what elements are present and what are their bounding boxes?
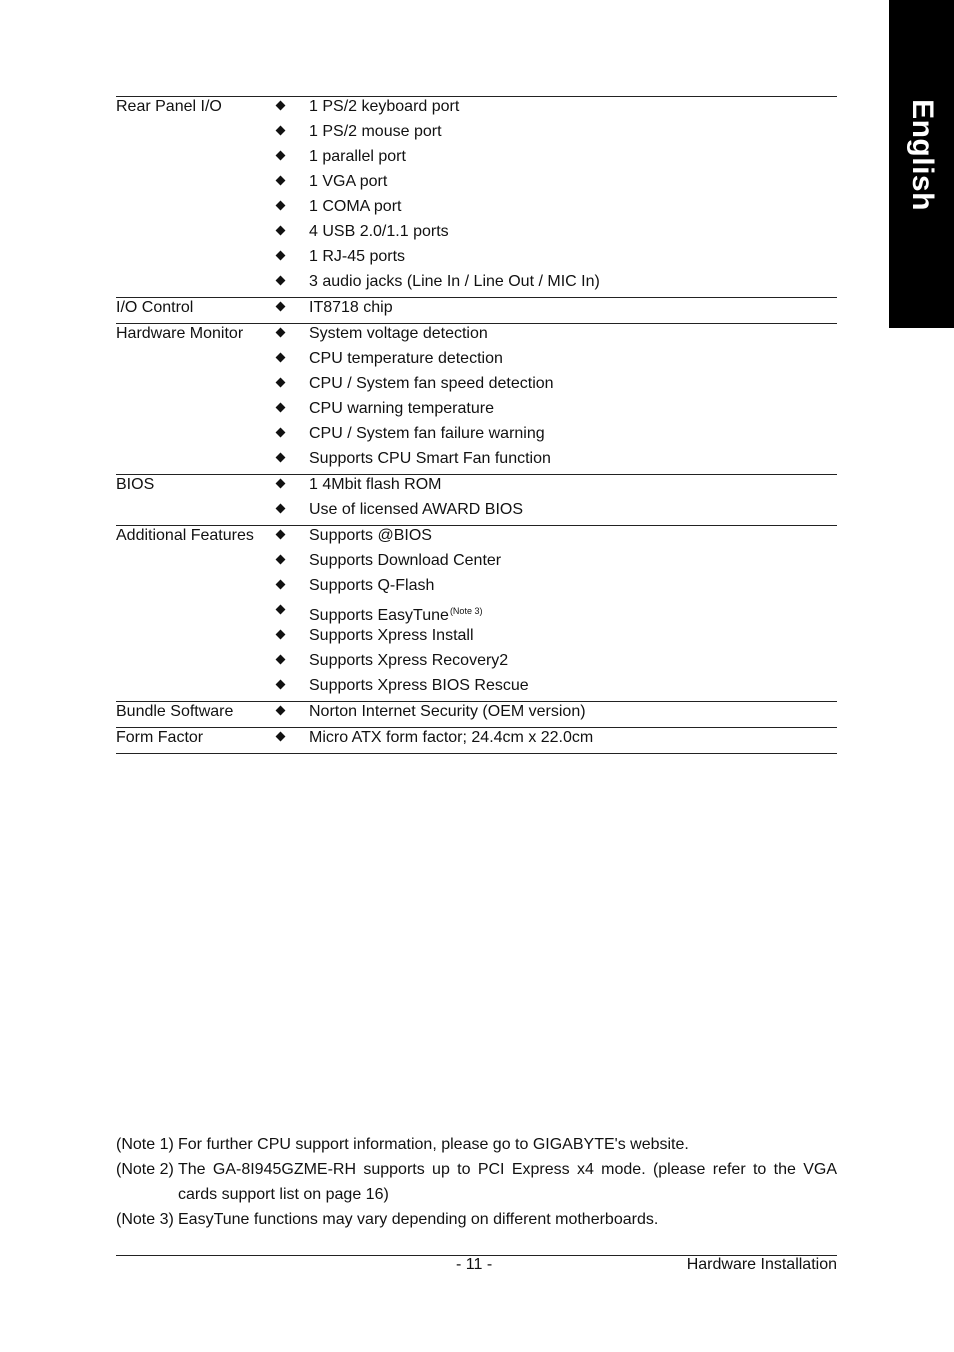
footnote-text: The GA-8I945GZME-RH supports up to PCI Express x4 mode. (please refer to the VGA cards support list on page 16) <box>178 1161 837 1203</box>
page-number: - 11 - <box>456 1256 493 1273</box>
spec-row <box>116 526 837 551</box>
spec-value: Supports Xpress Install <box>309 627 474 644</box>
footnote-text: EasyTune functions may vary depending on different motherboards. <box>178 1211 659 1228</box>
spec-value: Use of licensed AWARD BIOS <box>309 501 523 518</box>
note-reference: (Note 3) <box>449 606 483 616</box>
spec-row <box>116 626 837 651</box>
spec-value: 1 PS/2 mouse port <box>309 123 442 140</box>
spec-table <box>116 96 837 754</box>
diamond-bullet-icon <box>276 276 286 286</box>
footnote-text: For further CPU support information, please go to GIGABYTE's website. <box>178 1136 689 1153</box>
spec-value: CPU temperature detection <box>309 350 503 367</box>
diamond-bullet-icon <box>276 176 286 186</box>
spec-value: 1 RJ-45 ports <box>309 248 406 265</box>
spec-row <box>116 424 837 449</box>
diamond-bullet-icon <box>276 251 286 261</box>
spec-label: Bundle Software <box>116 703 234 720</box>
spec-value: Supports Xpress BIOS Rescue <box>309 677 529 694</box>
footnote-label: (Note 1) <box>116 1136 174 1153</box>
spec-row <box>116 702 837 727</box>
footnote-label: (Note 2) <box>116 1161 174 1178</box>
diamond-bullet-icon <box>276 630 286 640</box>
spec-value: 1 COMA port <box>309 198 402 215</box>
diamond-bullet-icon <box>276 126 286 136</box>
spec-section-io-control <box>116 298 837 324</box>
diamond-bullet-icon <box>276 706 286 716</box>
spec-row <box>116 298 837 323</box>
spec-value-with-note <box>309 601 482 626</box>
spec-value: Micro ATX form factor; 24.4cm x 22.0cm <box>309 729 594 746</box>
spec-label: Form Factor <box>116 729 204 746</box>
spec-row <box>116 349 837 374</box>
spec-row <box>116 97 837 122</box>
spec-row <box>116 197 837 222</box>
diamond-bullet-icon <box>276 555 286 565</box>
footnote <box>116 1207 837 1232</box>
footnote-label: (Note 3) <box>116 1211 174 1228</box>
spec-label: Rear Panel I/O <box>116 98 222 115</box>
language-tab-label: English <box>905 99 939 211</box>
spec-row <box>116 551 837 576</box>
spec-label: Hardware Monitor <box>116 325 244 342</box>
spec-label: Additional Features <box>116 527 254 544</box>
spec-row <box>116 374 837 399</box>
spec-value: Supports @BIOS <box>309 527 432 544</box>
spec-section-rear-panel-io <box>116 97 837 298</box>
diamond-bullet-icon <box>276 530 286 540</box>
spec-value: 4 USB 2.0/1.1 ports <box>309 223 449 240</box>
spec-value: 3 audio jacks (Line In / Line Out / MIC In) <box>309 273 600 290</box>
diamond-bullet-icon <box>276 378 286 388</box>
diamond-bullet-icon <box>276 453 286 463</box>
diamond-bullet-icon <box>276 680 286 690</box>
diamond-bullet-icon <box>276 101 286 111</box>
diamond-bullet-icon <box>276 655 286 665</box>
spec-row <box>116 122 837 147</box>
diamond-bullet-icon <box>276 403 286 413</box>
spec-value: 1 PS/2 keyboard port <box>309 98 460 115</box>
spec-row <box>116 247 837 272</box>
spec-value: CPU / System fan speed detection <box>309 375 554 392</box>
spec-row <box>116 475 837 500</box>
spec-value-text: Supports EasyTune <box>309 607 449 624</box>
spec-row <box>116 147 837 172</box>
spec-value: CPU warning temperature <box>309 400 494 417</box>
footer-section-title: Hardware Installation <box>686 1256 837 1273</box>
spec-value: Supports Download Center <box>309 552 502 569</box>
spec-row <box>116 676 837 701</box>
diamond-bullet-icon <box>276 353 286 363</box>
spec-section-additional-features <box>116 526 837 702</box>
spec-row <box>116 651 837 676</box>
spec-row <box>116 272 837 297</box>
spec-row <box>116 500 837 525</box>
diamond-bullet-icon <box>276 201 286 211</box>
spec-section-bundle-software <box>116 702 837 728</box>
spec-section-form-factor <box>116 728 837 754</box>
spec-value: Norton Internet Security (OEM version) <box>309 703 586 720</box>
spec-row <box>116 172 837 197</box>
footnote <box>116 1157 837 1207</box>
diamond-bullet-icon <box>276 479 286 489</box>
spec-row <box>116 324 837 349</box>
spec-row <box>116 449 837 474</box>
diamond-bullet-icon <box>276 428 286 438</box>
spec-label: I/O Control <box>116 299 194 316</box>
diamond-bullet-icon <box>276 732 286 742</box>
spec-value: Supports CPU Smart Fan function <box>309 450 551 467</box>
diamond-bullet-icon <box>276 226 286 236</box>
spec-row <box>116 399 837 424</box>
diamond-bullet-icon <box>276 605 286 615</box>
diamond-bullet-icon <box>276 302 286 312</box>
diamond-bullet-icon <box>276 151 286 161</box>
spec-section-hardware-monitor <box>116 324 837 475</box>
language-tab <box>889 0 954 328</box>
spec-value: 1 parallel port <box>309 148 406 165</box>
spec-value: 1 4Mbit flash ROM <box>309 476 442 493</box>
spec-row <box>116 601 837 626</box>
diamond-bullet-icon <box>276 328 286 338</box>
spec-value: 1 VGA port <box>309 173 388 190</box>
spec-value: IT8718 chip <box>309 299 393 316</box>
spec-label: BIOS <box>116 476 155 493</box>
spec-value: CPU / System fan failure warning <box>309 425 545 442</box>
spec-section-bios <box>116 475 837 526</box>
spec-value: Supports Xpress Recovery2 <box>309 652 509 669</box>
spec-row <box>116 222 837 247</box>
diamond-bullet-icon <box>276 504 286 514</box>
spec-value: Supports Q-Flash <box>309 577 435 594</box>
diamond-bullet-icon <box>276 580 286 590</box>
spec-row <box>116 728 837 753</box>
footnote <box>116 1132 837 1157</box>
spec-row <box>116 576 837 601</box>
footnotes <box>116 1132 837 1232</box>
spec-value: System voltage detection <box>309 325 488 342</box>
